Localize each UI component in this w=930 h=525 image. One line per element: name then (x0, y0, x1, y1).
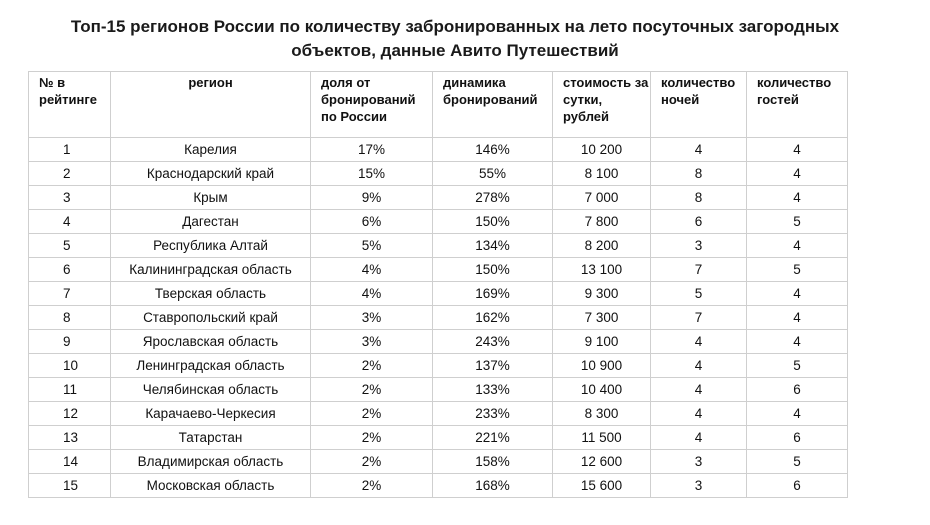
cell-cost: 9 100 (553, 330, 651, 354)
cell-nights: 8 (651, 186, 747, 210)
regions-table (28, 71, 848, 498)
cell-nights: 3 (651, 450, 747, 474)
table-row (29, 306, 848, 330)
cell-guests: 6 (747, 378, 848, 402)
cell-rank: 13 (29, 426, 111, 450)
cell-nights: 8 (651, 162, 747, 186)
cell-dynamics: 150% (433, 258, 553, 282)
cell-rank: 1 (29, 138, 111, 162)
cell-region: Татарстан (111, 426, 311, 450)
cell-share: 2% (311, 450, 433, 474)
table-row (29, 378, 848, 402)
cell-guests: 4 (747, 402, 848, 426)
cell-nights: 6 (651, 210, 747, 234)
cell-region: Краснодарский край (111, 162, 311, 186)
table-row (29, 162, 848, 186)
cell-nights: 4 (651, 378, 747, 402)
cell-nights: 4 (651, 426, 747, 450)
cell-region: Республика Алтай (111, 234, 311, 258)
cell-rank: 3 (29, 186, 111, 210)
cell-guests: 5 (747, 258, 848, 282)
cell-dynamics: 162% (433, 306, 553, 330)
cell-guests: 5 (747, 354, 848, 378)
table-row (29, 426, 848, 450)
cell-cost: 12 600 (553, 450, 651, 474)
table-row (29, 234, 848, 258)
cell-cost: 7 300 (553, 306, 651, 330)
cell-guests: 4 (747, 330, 848, 354)
page-title: Топ-15 регионов России по количеству забронированных на лето посуточных загородных объектов, данные Авито Путешествий (70, 17, 840, 60)
cell-dynamics: 133% (433, 378, 553, 402)
cell-cost: 8 200 (553, 234, 651, 258)
cell-cost: 9 300 (553, 282, 651, 306)
cell-guests: 4 (747, 186, 848, 210)
cell-rank: 5 (29, 234, 111, 258)
cell-share: 2% (311, 426, 433, 450)
cell-cost: 8 300 (553, 402, 651, 426)
cell-region: Ставропольский край (111, 306, 311, 330)
table-row (29, 210, 848, 234)
cell-region: Карелия (111, 138, 311, 162)
cell-nights: 5 (651, 282, 747, 306)
cell-cost: 11 500 (553, 426, 651, 450)
cell-dynamics: 150% (433, 210, 553, 234)
cell-cost: 10 200 (553, 138, 651, 162)
cell-rank: 2 (29, 162, 111, 186)
cell-share: 3% (311, 306, 433, 330)
header-guests: количество гостей (747, 72, 848, 138)
cell-region: Калининградская область (111, 258, 311, 282)
cell-cost: 10 900 (553, 354, 651, 378)
cell-dynamics: 221% (433, 426, 553, 450)
cell-rank: 7 (29, 282, 111, 306)
cell-region: Ленинградская область (111, 354, 311, 378)
cell-cost: 7 000 (553, 186, 651, 210)
cell-region: Челябинская область (111, 378, 311, 402)
cell-nights: 3 (651, 234, 747, 258)
cell-rank: 14 (29, 450, 111, 474)
cell-nights: 4 (651, 330, 747, 354)
table-row (29, 354, 848, 378)
cell-dynamics: 243% (433, 330, 553, 354)
table-row (29, 450, 848, 474)
table-header-row (29, 72, 848, 138)
cell-dynamics: 134% (433, 234, 553, 258)
cell-nights: 4 (651, 138, 747, 162)
cell-guests: 4 (747, 282, 848, 306)
cell-guests: 6 (747, 426, 848, 450)
cell-share: 2% (311, 474, 433, 498)
cell-share: 5% (311, 234, 433, 258)
cell-guests: 4 (747, 306, 848, 330)
cell-share: 3% (311, 330, 433, 354)
cell-rank: 8 (29, 306, 111, 330)
cell-nights: 3 (651, 474, 747, 498)
cell-share: 9% (311, 186, 433, 210)
cell-rank: 4 (29, 210, 111, 234)
table-row (29, 258, 848, 282)
cell-dynamics: 146% (433, 138, 553, 162)
header-dynamics: динамика бронирований (433, 72, 553, 138)
cell-dynamics: 168% (433, 474, 553, 498)
cell-region: Крым (111, 186, 311, 210)
cell-dynamics: 169% (433, 282, 553, 306)
table-row (29, 282, 848, 306)
cell-nights: 7 (651, 258, 747, 282)
cell-share: 2% (311, 354, 433, 378)
cell-rank: 9 (29, 330, 111, 354)
cell-cost: 10 400 (553, 378, 651, 402)
cell-nights: 4 (651, 402, 747, 426)
cell-rank: 6 (29, 258, 111, 282)
cell-share: 2% (311, 402, 433, 426)
cell-rank: 15 (29, 474, 111, 498)
cell-share: 4% (311, 282, 433, 306)
cell-share: 15% (311, 162, 433, 186)
table-row (29, 138, 848, 162)
table-row (29, 186, 848, 210)
header-nights: количество ночей (651, 72, 747, 138)
cell-guests: 5 (747, 450, 848, 474)
cell-dynamics: 55% (433, 162, 553, 186)
cell-guests: 4 (747, 138, 848, 162)
cell-dynamics: 137% (433, 354, 553, 378)
table-row (29, 330, 848, 354)
cell-guests: 4 (747, 234, 848, 258)
cell-rank: 10 (29, 354, 111, 378)
cell-guests: 6 (747, 474, 848, 498)
cell-share: 4% (311, 258, 433, 282)
cell-share: 6% (311, 210, 433, 234)
header-region: регион (111, 72, 311, 138)
cell-region: Карачаево-Черкесия (111, 402, 311, 426)
cell-rank: 12 (29, 402, 111, 426)
cell-dynamics: 158% (433, 450, 553, 474)
cell-share: 17% (311, 138, 433, 162)
table-row (29, 402, 848, 426)
header-cost: стоимость за сутки, рублей (553, 72, 651, 138)
cell-guests: 5 (747, 210, 848, 234)
cell-dynamics: 278% (433, 186, 553, 210)
cell-rank: 11 (29, 378, 111, 402)
cell-cost: 8 100 (553, 162, 651, 186)
cell-cost: 7 800 (553, 210, 651, 234)
cell-nights: 7 (651, 306, 747, 330)
cell-region: Ярославская область (111, 330, 311, 354)
cell-cost: 13 100 (553, 258, 651, 282)
cell-dynamics: 233% (433, 402, 553, 426)
table-row (29, 474, 848, 498)
cell-region: Тверская область (111, 282, 311, 306)
cell-region: Владимирская область (111, 450, 311, 474)
cell-share: 2% (311, 378, 433, 402)
cell-nights: 4 (651, 354, 747, 378)
header-rank: № в рейтинге (29, 72, 111, 138)
cell-cost: 15 600 (553, 474, 651, 498)
cell-region: Дагестан (111, 210, 311, 234)
cell-region: Московская область (111, 474, 311, 498)
header-share: доля от бронирований по России (311, 72, 433, 138)
cell-guests: 4 (747, 162, 848, 186)
